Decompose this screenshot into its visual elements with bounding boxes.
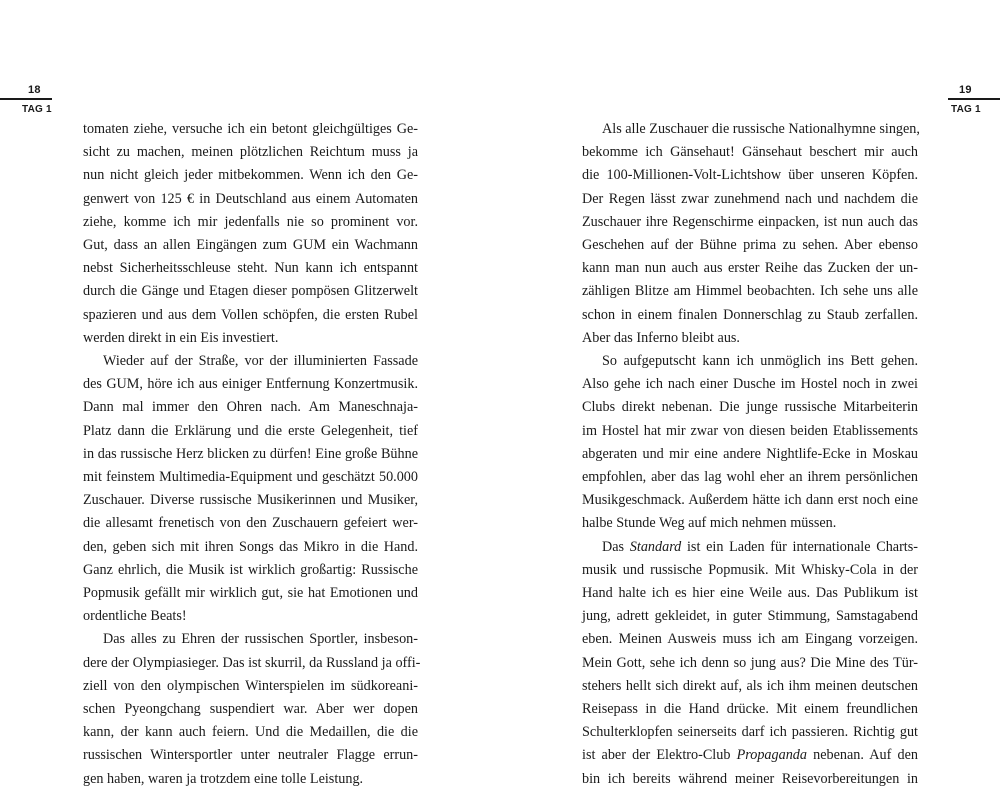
body-line: eben. Meinen Ausweis muss ich am Eingang vorzeigen. <box>582 631 918 648</box>
body-line: zähligen Blitze am Himmel beobachten. Ich sehe uns alle <box>582 283 918 300</box>
body-line: Hand halte ich es hier eine Weile aus. Das Publikum ist <box>582 585 918 602</box>
body-line: Aber das Inferno bleibt aus. <box>582 329 740 346</box>
body-line: Mein Gott, sehe ich denn so jung aus? Die Mine des Tür- <box>582 654 918 671</box>
body-line: bekomme ich Gänsehaut! Gänsehaut beschert mir auch <box>582 144 918 161</box>
body-line: Wieder auf der Straße, vor der illuminierten Fassade <box>103 353 418 370</box>
body-line: Geschehen auf der Bühne prima zu sehen. Aber ebenso <box>582 237 918 254</box>
club-name-standard: Standard <box>629 538 682 555</box>
body-line: Als alle Zuschauer die russische Nationalhymne singen, <box>602 121 920 137</box>
left-chapter-label: TAG 1 <box>22 104 52 115</box>
body-line: in das russische Herz blicken zu dürfen! Eine große Bühne <box>83 445 418 462</box>
body-line: des GUM, höre ich aus einiger Entfernung Konzertmusik. <box>83 376 418 393</box>
body-line: abgeraten und mir eine andere Nightlife-Ecke in Moskau <box>582 445 918 462</box>
body-line: schen Pyeongchang suspendiert war. Aber wer dopen <box>83 701 418 718</box>
body-line: Dann mal immer den Ohren nach. Am Maneschnaja- <box>83 399 418 416</box>
body-line: mit feinstem Multimedia-Equipment und geschätzt 50.000 <box>83 469 418 486</box>
body-line: kann, der kann auch feiern. Und die Medaillen, die die <box>83 724 418 741</box>
body-line: kann man nun auch aus erster Reihe das Zucken der un- <box>582 260 918 277</box>
body-line: tomaten ziehe, versuche ich ein betont gleichgültiges Ge- <box>83 121 418 137</box>
body-line <box>582 536 918 559</box>
right-page-body <box>582 118 918 791</box>
left-page-body <box>83 118 421 791</box>
body-line: empfohlen, aber das lag wohl eher an ihrem persönlichen <box>582 469 918 486</box>
body-line: ordentliche Beats! <box>83 608 187 625</box>
body-line: ziehe, komme ich mir jedenfalls nie so prominent vor. <box>83 213 418 230</box>
body-line: jung, adrett gekleidet, in guter Stimmung, Samstagabend <box>582 608 918 625</box>
body-line: dere der Olympiasieger. Das ist skurril, da Russland ja offi- <box>83 654 421 671</box>
body-line: russischen Wintersportler unter neutraler Flagge errun- <box>83 747 418 764</box>
body-line: werden direkt in ein Eis investiert. <box>83 329 279 346</box>
line-text: ist aber der Elektro-Club <box>582 747 737 764</box>
body-line: Popmusik gefällt mir wirklich gut, sie hat Emotionen und <box>83 585 418 602</box>
left-header-rule <box>0 98 52 100</box>
body-line: im Hostel hat mir zwar von diesen beiden Etablissements <box>582 422 918 439</box>
right-page-number: 19 <box>959 84 972 96</box>
body-line: So aufgeputscht kann ich unmöglich ins Bett gehen. <box>602 353 918 370</box>
body-line: sicht zu machen, meinen plötzlichen Reichtum muss ja <box>83 144 418 161</box>
body-line: ziell von den olympischen Winterspielen im südkoreani- <box>83 677 418 694</box>
body-line: gen haben, waren ja trotzdem eine tolle Leistung. <box>83 770 364 787</box>
body-line: Gut, dass an allen Eingängen zum GUM ein Wachmann <box>83 237 418 254</box>
body-line: Das alles zu Ehren der russischen Sportler, insbeson- <box>103 631 418 648</box>
body-line: durch die Gänge und Etagen dieser pompösen Glitzerwelt <box>83 283 418 300</box>
body-line: Clubs direkt nebenan. Die junge russische Mitarbeiterin <box>582 399 918 416</box>
body-line: die allesamt frenetisch von den Zuschauern gefeiert wer- <box>83 515 418 532</box>
body-line: bin ich bereits während meiner Reisevorbereitungen in <box>582 770 918 787</box>
right-chapter-label: TAG 1 <box>951 104 981 115</box>
body-line: Zuschauer ihre Regenschirme einpacken, ist nun auch das <box>582 213 918 230</box>
line-text: nebenan. Auf den <box>806 747 918 764</box>
body-line: halbe Stunde Weg auf mich nehmen müssen. <box>582 515 837 532</box>
left-page-number: 18 <box>28 84 41 96</box>
line-text: ist ein Laden für internationale Charts- <box>681 538 918 555</box>
body-line: den, geben sich mit ihren Songs das Mikro in die Hand. <box>83 538 418 555</box>
body-line: schon in einem finalen Donnerschlag zu Staub zerfallen. <box>582 306 918 323</box>
club-name-propaganda: Propaganda <box>736 747 807 764</box>
body-line: Schulterklopfen seinerseits darf ich passieren. Richtig gut <box>582 724 918 741</box>
body-line: Reisepass in die Hand drücke. Mit einem freundlichen <box>582 701 918 718</box>
body-line: Ganz ehrlich, die Musik ist wirklich großartig: Russische <box>83 561 418 578</box>
body-line: Der Regen lässt zwar zunehmend nach und nachdem die <box>582 190 918 207</box>
body-line: Musikgeschmack. Außerdem hätte ich dann erst noch eine <box>582 492 918 509</box>
body-line: spazieren und aus dem Vollen schöpfen, die ersten Rubel <box>83 306 418 323</box>
body-line: stehers hellt sich direkt auf, als ich ihm meinen deutschen <box>582 677 918 694</box>
right-header-rule <box>948 98 1000 100</box>
body-line: die 100-Millionen-Volt-Lichtshow über unseren Köpfen. <box>582 167 918 184</box>
body-line <box>582 744 918 767</box>
body-line: Platz dann die Erklärung und die erste Gelegenheit, tief <box>83 422 418 439</box>
body-line: Zuschauer. Diverse russische Musikerinnen und Musiker, <box>83 492 418 509</box>
body-line: musik und russische Popmusik. Mit Whisky-Cola in der <box>582 561 918 578</box>
body-line: nebst Sicherheitsschleuse steht. Nun kann ich entspannt <box>83 260 418 277</box>
line-text: Das <box>602 538 630 555</box>
body-line: Also gehe ich nach einer Dusche im Hostel noch in zwei <box>582 376 918 393</box>
body-line: nun nicht gleich jeder mitbekommen. Wenn ich den Ge- <box>83 167 418 184</box>
body-line: genwert von 125 € in Deutschland aus einem Automaten <box>83 190 418 207</box>
